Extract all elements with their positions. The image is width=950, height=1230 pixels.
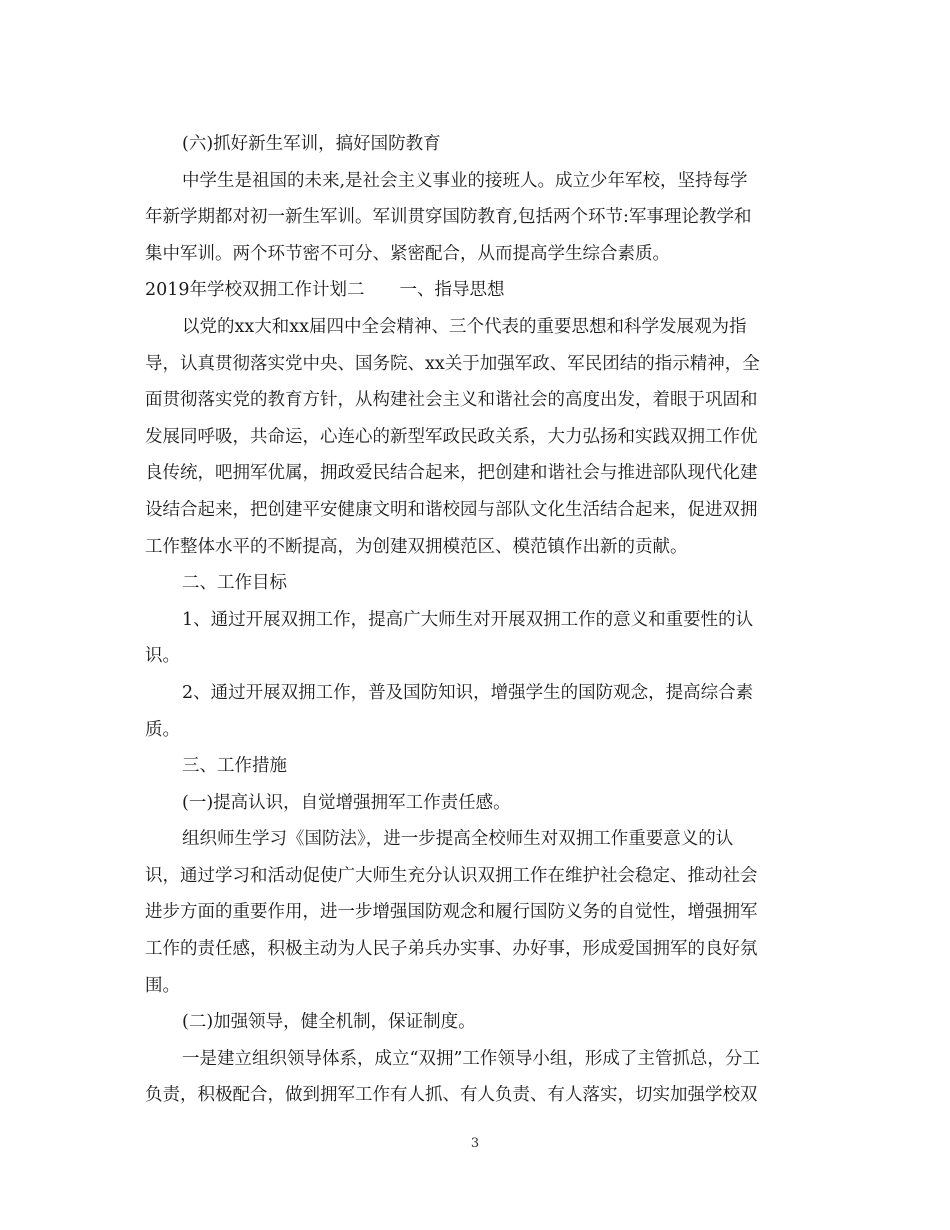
paragraph-line: 组织师生学习《国防法》，进一步提高全校师生对双拥工作重要意义的认 — [182, 829, 734, 850]
plan-title-line: 2019年学校双拥工作计划二 一、指导思想 — [145, 280, 505, 301]
document-body — [145, 126, 805, 1114]
paragraph-line: 工作的责任感，积极主动为人民子弟兵办实事、办好事，形成爱国拥军的良好氛 — [145, 939, 758, 960]
paragraph-line: 发展同呼吸，共命运，心连心的新型军政民政关系，大力弘扬和实践双拥工作优 — [145, 426, 758, 447]
paragraph-line: 中学生是祖国的未来,是社会主义事业的接班人。成立少年军校，坚持每学 — [182, 170, 748, 191]
paragraph-line: 识。 — [145, 646, 180, 667]
paragraph-line: 质。 — [145, 719, 180, 740]
paragraph-line: 导，认真贯彻落实党中央、国务院、xx关于加强军政、军民团结的指示精神，全 — [145, 353, 760, 374]
section-heading-measures: 三、工作措施 — [182, 756, 287, 777]
paragraph-line: 工作整体水平的不断提高，为创建双拥模范区、模范镇作出新的贡献。 — [145, 536, 688, 557]
section-heading-goals: 二、工作目标 — [182, 573, 287, 594]
section-heading-6: (六)抓好新生军训，搞好国防教育 — [182, 134, 441, 154]
subsection-heading-1: (一)提高认识，自觉增强拥军工作责任感。 — [182, 792, 511, 813]
paragraph-line: 以党的xx大和xx届四中全会精神、三个代表的重要思想和科学发展观为指 — [182, 316, 747, 337]
paragraph-line: 一是建立组织领导体系，成立“双拥”工作领导小组，形成了主管抓总，分工 — [182, 1048, 760, 1069]
paragraph-line: 设结合起来，把创建平安健康文明和谐校园与部队文化生活结合起来，促进双拥 — [145, 499, 758, 520]
paragraph-line: 进步方面的重要作用，进一步增强国防观念和履行国防义务的自觉性，增强拥军 — [145, 902, 758, 923]
paragraph-line: 1、通过开展双拥工作，提高广大师生对开展双拥工作的意义和重要性的认 — [182, 609, 754, 630]
paragraph-line: 负责，积极配合，做到拥军工作有人抓、有人负责、有人落实，切实加强学校双 — [145, 1085, 758, 1106]
paragraph-line: 良传统，吧拥军优属，拥政爱民结合起来，把创建和谐社会与推进部队现代化建 — [145, 463, 758, 484]
paragraph-line: 2、通过开展双拥工作，普及国防知识，增强学生的国防观念，提高综合素 — [182, 682, 754, 703]
paragraph-line: 围。 — [145, 975, 180, 996]
paragraph-line: 年新学期都对初一新生军训。军训贯穿国防教育,包括两个环节:军事理论教学和 — [145, 207, 752, 228]
subsection-heading-2: (二)加强领导，健全机制，保证制度。 — [182, 1012, 476, 1033]
paragraph-line: 面贯彻落实党的教育方针，从构建社会主义和谐社会的高度出发，着眼于巩固和 — [145, 390, 758, 411]
paragraph-line: 集中军训。两个环节密不可分、紧密配合，从而提高学生综合素质。 — [145, 243, 670, 264]
paragraph-line: 识，通过学习和活动促使广大师生充分认识双拥工作在维护社会稳定、推动社会 — [145, 865, 758, 886]
page-number: 3 — [470, 1136, 480, 1151]
